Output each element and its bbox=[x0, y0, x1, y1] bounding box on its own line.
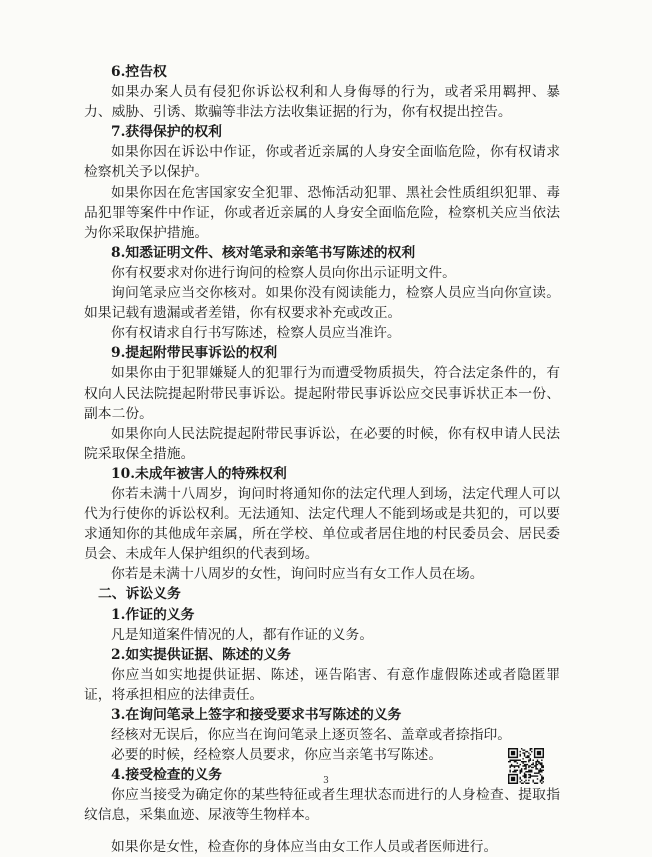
subheading: 9.提起附带民事诉讼的权利 bbox=[111, 345, 278, 362]
paragraph: 凡是知道案件情况的人，都有作证的义务。 bbox=[111, 626, 374, 643]
paragraph: 你若是未满十八周岁的女性，询问时应当有女工作人员在场。 bbox=[111, 566, 484, 583]
paragraph: 询问笔录应当交你核对。如果你没有阅读能力，检察人员应当向你宣读。如果记载有遗漏或者差错，你有权要求补充或改正。 bbox=[84, 285, 560, 322]
paragraph: 你应当接受为确定你的某些特征或者生理状态而进行的人身检查、提取指纹信息，采集血迹、尿液等生物样本。 bbox=[84, 787, 560, 824]
qr-code-icon bbox=[508, 748, 544, 784]
paragraph: 如果你向人民法院提起附带民事诉讼，在必要的时候，你有权申请人民法院采取保全措施。 bbox=[84, 425, 560, 462]
paragraph: 如果你因在诉讼中作证，你或者近亲属的人身安全面临危险，你有权请求检察机关予以保护。 bbox=[84, 144, 560, 181]
subheading: 10.未成年被害人的特殊权利 bbox=[111, 465, 287, 482]
subheading: 2.如实提供证据、陈述的义务 bbox=[111, 646, 291, 663]
paragraph: 如果办案人员有侵犯你诉讼权利和人身侮辱的行为，或者采用羁押、暴力、威胁、引诱、欺骗等非法方法收集证据的行为，你有权提出控告。 bbox=[84, 84, 560, 121]
paragraph: 必要的时候，经检察人员要求，你应当亲笔书写陈述。 bbox=[111, 747, 443, 764]
document-body bbox=[84, 62, 560, 857]
paragraph: 你应当如实地提供证据、陈述，诬告陷害、有意作虚假陈述或者隐匿罪证，将承担相应的法律责任。 bbox=[84, 666, 560, 703]
subheading: 1.作证的义务 bbox=[111, 606, 195, 623]
subheading: 7.获得保护的权利 bbox=[111, 124, 222, 141]
subheading: 6.控告权 bbox=[111, 64, 167, 80]
section-heading: 二、诉讼义务 bbox=[98, 586, 181, 603]
subheading: 3.在询问笔录上签字和接受要求书写陈述的义务 bbox=[111, 707, 402, 723]
paragraph: 你有权请求自行书写陈述，检察人员应当准许。 bbox=[111, 325, 401, 342]
page-number: 3 bbox=[323, 776, 329, 786]
paragraph: 如果你是女性，检查你的身体应当由女工作人员或者医师进行。 bbox=[111, 838, 498, 855]
paragraph: 你若未满十八周岁，询问时将通知你的法定代理人到场，法定代理人可以代为行使你的诉讼权利。无法通知、法定代理人不能到场或是共犯的，可以要求通知你的其他成年亲属，所在学校、单位或者居住地的村民委员会、居民委员会、未成年人保护组织的代表到场。 bbox=[84, 485, 560, 563]
paragraph: 经核对无误后，你应当在询问笔录上逐页签名、盖章或者捺指印。 bbox=[111, 727, 512, 744]
subheading: 4.接受检查的义务 bbox=[111, 767, 222, 784]
subheading: 8.知悉证明文件、核对笔录和亲笔书写陈述的权利 bbox=[111, 244, 416, 261]
paragraph: 你有权要求对你进行询问的检察人员向你出示证明文件。 bbox=[111, 264, 456, 281]
paragraph: 如果你由于犯罪嫌疑人的犯罪行为而遭受物质损失，符合法定条件的，有权向人民法院提起附带民事诉讼。提起附带民事诉讼应交民事诉状正本一份、副本二份。 bbox=[84, 365, 560, 422]
paragraph: 如果你因在危害国家安全犯罪、恐怖活动犯罪、黑社会性质组织犯罪、毒品犯罪等案件中作证，你或者近亲属的人身安全面临危险，检察机关应当依法为你采取保护措施。 bbox=[84, 184, 560, 241]
